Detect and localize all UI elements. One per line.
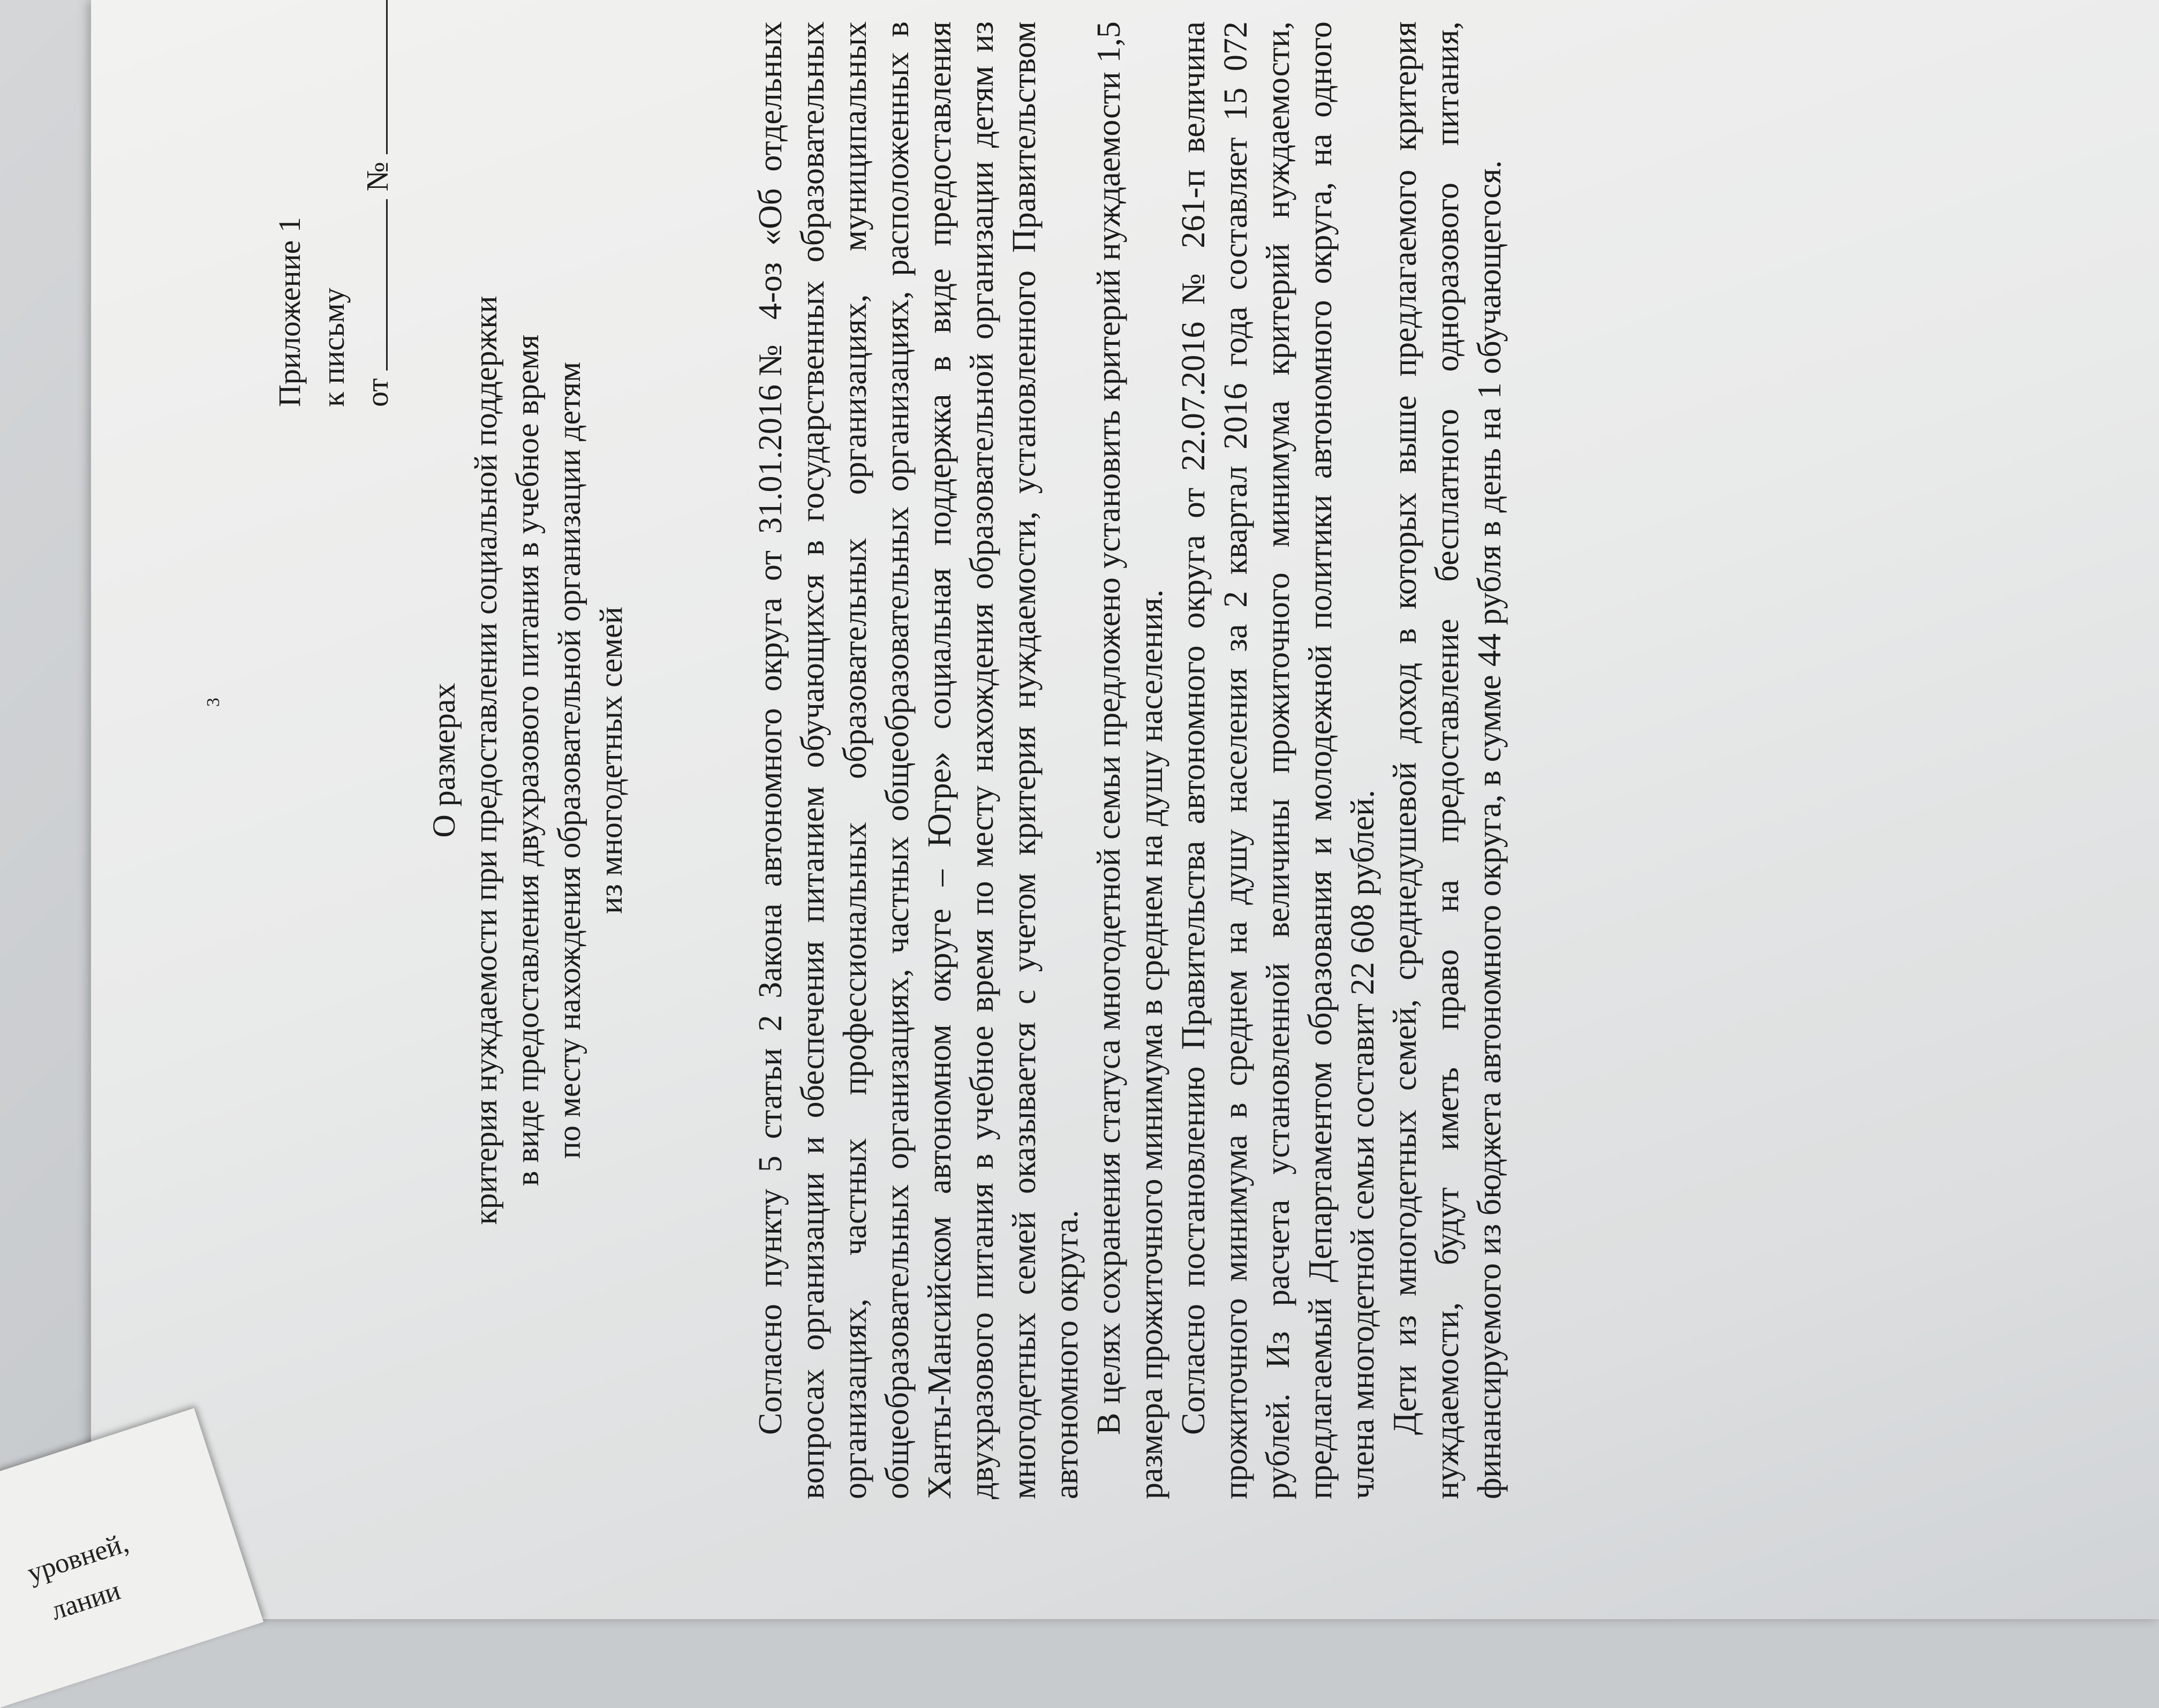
appendix-line-1: Приложение 1	[272, 217, 307, 407]
title-line-3: в виде предоставления двухразового питания в учебное время	[510, 334, 545, 1186]
rotated-page-content	[171, 0, 1778, 1563]
number-blank-line	[381, 0, 388, 154]
appendix-block	[268, 0, 399, 407]
appendix-date-prefix: от	[360, 378, 395, 407]
appendix-line-2: к письму	[316, 288, 351, 407]
document-title	[423, 0, 632, 1563]
paragraph-3: Согласно постановлению Правительства автономного округа от 22.07.2016 № 261-п величина прожиточного минимума в среднем на душу населения за 2 квартал 2016 года составляет 15 072 рублей. Из расчета установленной величины прожиточного минимума критерий нуждаемости, предлагаемый Департаментом образования и молодежной политики автономного округа, на одного члена многодетной семьи составит 22 608 рублей.	[1175, 21, 1381, 1499]
paragraph-1: Согласно пункту 5 статьи 2 Закона автономного округа от 31.01.2016№ 4-оз «Об отдельных вопросах организации и обеспечения питанием обучающихся в государственных образовательных организациях, частных профессиональных образовательных организациях, муниципальных общеобразовательных организациях, частных общеобразовательных организациях, расположенных в Ханты-Мансийском автономном округе – Югре» социальная поддержка в виде предоставления двухразового питания в учебное время по месту нахождения образовательной организации детям из многодетных семей оказывается с учетом критерия нуждаемости, установленного Правительством автономного округа.	[752, 21, 1085, 1499]
title-line-2: критерия нуждаемости при предоставлении социальной поддержки	[468, 296, 503, 1225]
document-sheet	[91, 0, 2159, 1619]
other-sheet-text-1: уровней,	[24, 1528, 132, 1589]
title-line-4: по месту нахождения образовательной организации детям	[552, 361, 587, 1159]
document-body	[750, 21, 1511, 1499]
date-blank-line	[381, 199, 388, 371]
paragraph-2: В целях сохранения статуса многодетной семьи предложено установить критерий нуждаемости 1,5 размера прожиточного минимума в среднем на душу населения.	[1091, 21, 1169, 1499]
appendix-number-sign: №	[360, 162, 395, 192]
paragraph-4: Дети из многодетных семей, среднедушевой доход в которых выше предлагаемого критерия нуждаемости, будут иметь право на предоставление бесплатного одноразового питания, финансируемого из бюджета автономного округа, в сумме 44 рубля в день на 1 обучающегося.	[1387, 21, 1508, 1499]
page-number: 3	[203, 698, 223, 707]
title-line-5: из многодетных семей	[593, 607, 629, 914]
other-sheet-text-2: лании	[47, 1575, 124, 1627]
title-line-1: О размерах	[426, 683, 462, 838]
appendix-line-3	[356, 0, 399, 407]
